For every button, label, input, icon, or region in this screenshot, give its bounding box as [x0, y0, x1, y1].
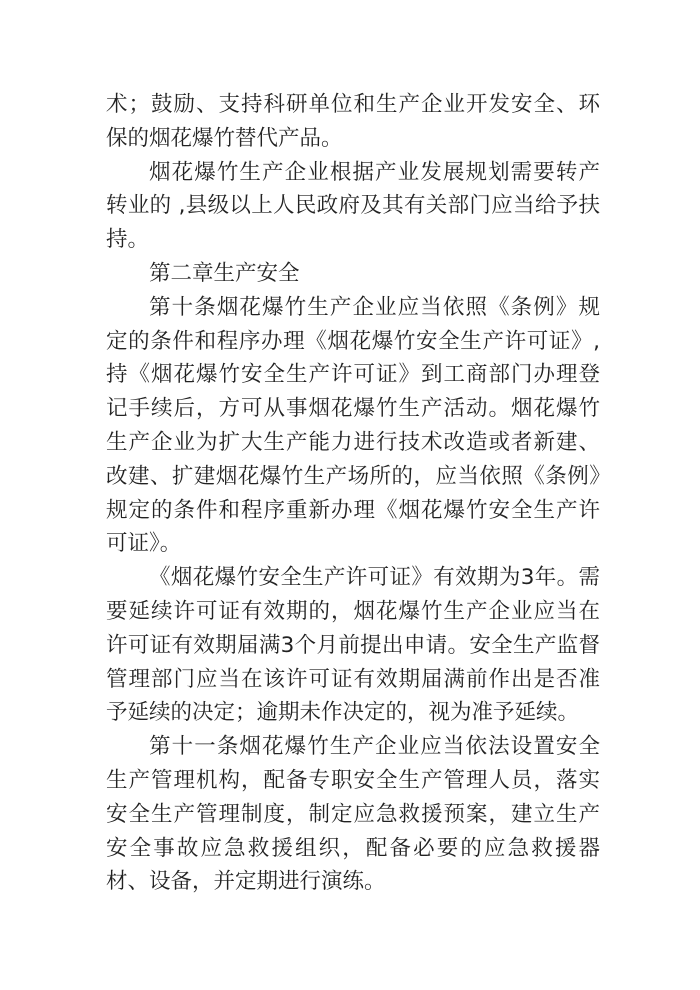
- paragraph-continuation: 术；鼓励、支持科研单位和生产企业开发安全、环保的烟花爆竹替代产品。: [106, 92, 600, 151]
- chapter-heading: 第二章生产安全: [149, 260, 300, 286]
- document-body: [106, 88, 600, 899]
- paragraph-license-validity: 《烟花爆竹安全生产许可证》有效期为3年。需要延续许可证有效期的，烟花爆竹生产企业应当在许可证有效期届满3个月前提出申请。安全生产监督管理部门应当在该许可证有效期届满前作出是否准予延续的决定；逾期未作决定的，视为准予延续。: [106, 565, 600, 726]
- paragraph-article-11: 第十一条烟花爆竹生产企业应当依法设置安全生产管理机构，配备专职安全生产管理人员，落实安全生产管理制度，制定应急救援预案，建立生产安全事故应急救援组织，配备必要的应急救援器材、设备，并定期进行演练。: [106, 734, 600, 895]
- paragraph-enterprise-transition: 烟花爆竹生产企业根据产业发展规划需要转产转业的 ,县级以上人民政府及其有关部门应当给予扶持。: [106, 159, 600, 253]
- paragraph-article-10: 第十条烟花爆竹生产企业应当依照《条例》规定的条件和程序办理《烟花爆竹安全生产许可证》,持《烟花爆竹安全生产许可证》到工商部门办理登记手续后，方可从事烟花爆竹生产活动。烟花爆竹生产企业为扩大生产能力进行技术改造或者新建、改建、扩建烟花爆竹生产场所的，应当依照《条例》规定的条件和程序重新办理《烟花爆竹安全生产许可证》。: [106, 294, 600, 557]
